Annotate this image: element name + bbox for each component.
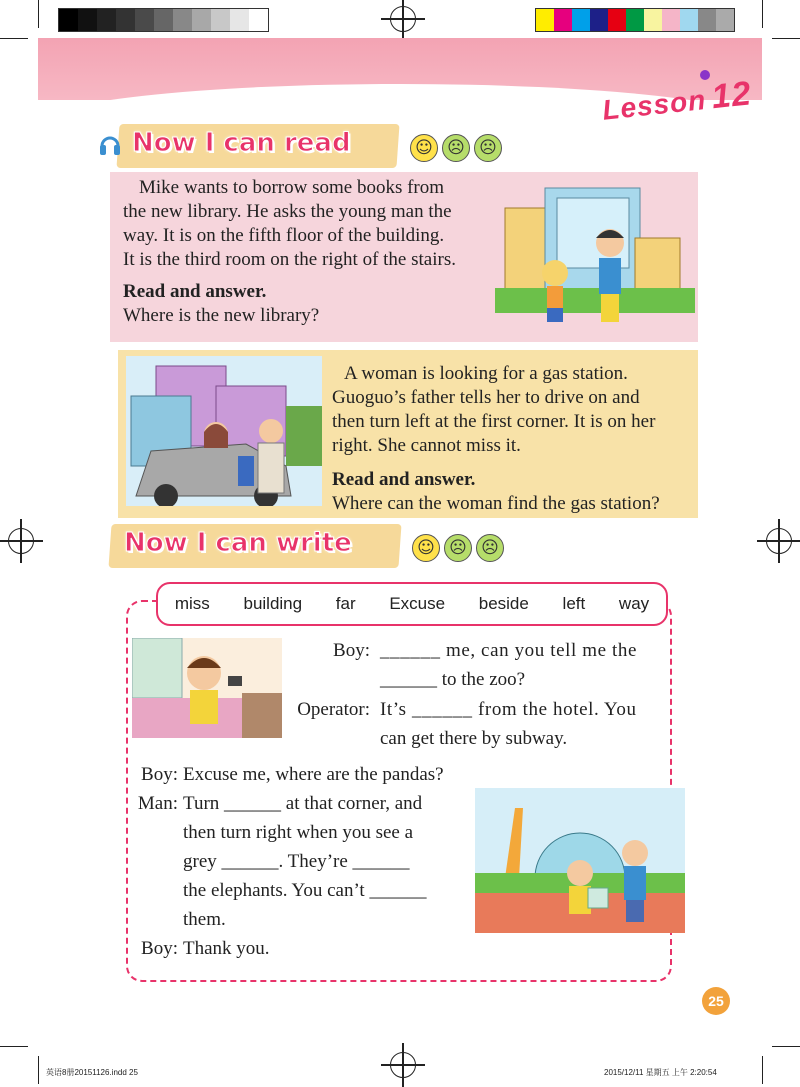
write-section-title: Now I can write: [124, 528, 352, 558]
passage1-question: Where is the new library?: [123, 305, 320, 326]
dialog1-line: ______ to the zoo?: [380, 669, 526, 690]
boy-on-phone-illustration: [132, 638, 282, 738]
word-bank-item: miss: [174, 594, 210, 613]
lesson-number: 12: [709, 74, 754, 117]
dialog2-line: Excuse me, where are the pandas?: [183, 764, 444, 785]
registration-mark-top: [390, 6, 416, 32]
passage1-prompt: Read and answer.: [123, 281, 267, 302]
word-bank-item: far: [335, 594, 356, 613]
sad-face-icon: ☹: [474, 134, 502, 162]
crop-mark: [38, 1056, 39, 1084]
passage1-line: the new library. He asks the young man the: [123, 201, 452, 222]
headphones-icon: [98, 128, 122, 160]
smile-face-icon: ☺: [410, 134, 438, 162]
dialog2-line: then turn right when you see a: [183, 822, 414, 843]
crop-mark: [38, 0, 39, 28]
dialog2-line: the elephants. You can’t ______: [183, 880, 427, 901]
dialog1-line: It’s ______ from the hotel. You: [380, 699, 637, 720]
passage1-text: [123, 176, 503, 328]
word-bank-item: Excuse: [389, 594, 446, 613]
dialog2-line: them.: [183, 909, 226, 930]
dialog1-speaker-operator: Operator:: [297, 699, 370, 720]
word-bank: [156, 582, 668, 626]
lesson-word: Lesson: [600, 84, 708, 126]
passage2-line: Guoguo’s father tells her to drive on and: [332, 387, 640, 408]
word-bank-item: left: [562, 594, 586, 613]
passage2-line: then turn left at the first corner. It is on her: [332, 411, 656, 432]
passage1-line: It is the third room on the right of the stairs.: [123, 249, 456, 270]
dialog2-speaker-man: Man:: [137, 793, 178, 814]
passage1-line: Mike wants to borrow some books from: [139, 177, 445, 198]
word-bank-item: building: [243, 594, 303, 613]
registration-mark-right: [766, 528, 792, 554]
library-illustration: [495, 178, 695, 328]
passage2-text: [332, 362, 694, 516]
dialog2-speaker-boy: Boy:: [141, 938, 178, 959]
smile-face-icon: ☺: [412, 534, 440, 562]
color-calibration-strip: [535, 8, 735, 32]
dialog2-speaker-boy: Boy:: [141, 764, 178, 785]
passage1-line: way. It is on the fifth floor of the building.: [123, 225, 445, 246]
passage2-line: A woman is looking for a gas station.: [344, 363, 628, 384]
page-number: 25: [702, 987, 730, 1015]
crop-mark: [772, 1046, 800, 1047]
crop-mark: [762, 0, 763, 28]
crop-mark: [0, 1046, 28, 1047]
crop-mark: [0, 38, 28, 39]
word-bank-item: beside: [478, 594, 529, 613]
crop-mark: [762, 1056, 763, 1084]
registration-mark-bottom: [390, 1052, 416, 1078]
passage2-question: Where can the woman find the gas station?: [332, 493, 660, 514]
dialog1-speaker-boy: Boy:: [333, 640, 370, 661]
registration-mark-left: [8, 528, 34, 554]
passage2-line: right. She cannot miss it.: [332, 435, 521, 456]
gas-station-illustration: [126, 356, 322, 506]
crop-mark: [772, 38, 800, 39]
dialog2-line: Turn ______ at that corner, and: [183, 793, 423, 814]
read-section-title: Now I can read: [132, 128, 351, 158]
dialog1-line: ______ me, can you tell me the: [380, 640, 638, 661]
zoo-illustration: [475, 788, 685, 933]
grayscale-calibration-strip: [58, 8, 269, 32]
dialog2-line: grey ______. They’re ______: [183, 851, 410, 872]
footer-timestamp: 2015/12/11 星期五 上午 2:20:54: [604, 1068, 717, 1077]
neutral-face-icon: ☹: [444, 534, 472, 562]
word-bank-item: way: [618, 594, 650, 613]
sad-face-icon: ☹: [476, 534, 504, 562]
footer-file-info: 英语8册20151126.indd 25: [46, 1068, 138, 1077]
dialog2-line: Thank you.: [183, 938, 270, 959]
dialog1-line: can get there by subway.: [380, 728, 568, 749]
passage2-prompt: Read and answer.: [332, 469, 476, 490]
neutral-face-icon: ☹: [442, 134, 470, 162]
